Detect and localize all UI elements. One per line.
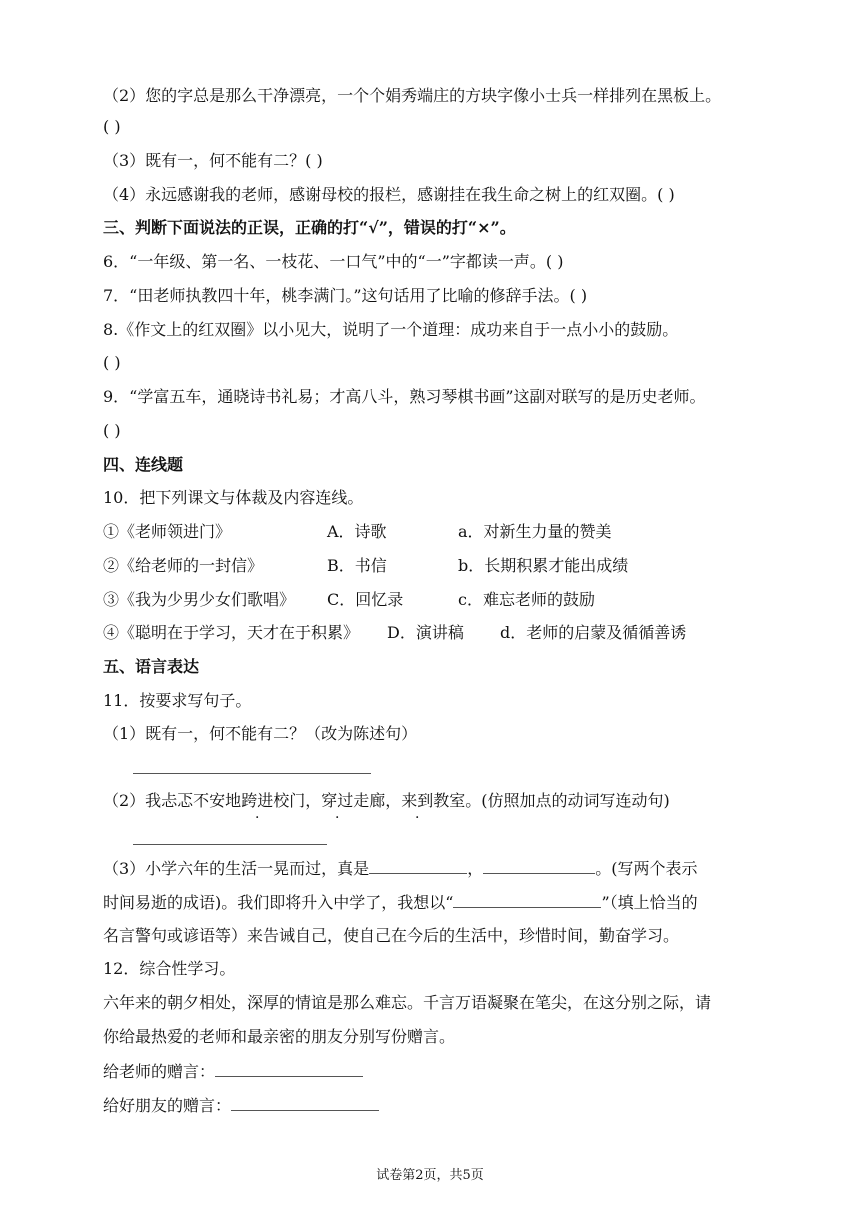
match-genre-d: D．演讲稿 [387,623,464,642]
section3-title: 三、判断下面说法的正误，正确的打“√”，错误的打“×”。 [103,218,516,237]
friend-message-label: 给好朋友的赠言： [103,1096,232,1115]
judge-item-6: 6．“一年级、第一名、一枝花、一口气”中的“一”字都读一声。( ) [103,252,564,271]
q11-sub3-line2: 时间易逝的成语)。我们即将升入中学了，我想以“ ”（填上恰当的 [103,893,698,912]
idiom-blank-2[interactable] [483,857,595,874]
dotted-verb-1: 跨进 [241,791,274,810]
q10-text: 10．把下列课文与体裁及内容连线。 [103,488,364,507]
match-genre-a: A．诗歌 [327,522,387,541]
dotted-verb-2: 穿过 [321,791,354,810]
q11-sub2-answer-line[interactable] [133,844,327,845]
page-footer: 试卷第2页，共5页 [376,1168,484,1183]
match-content-c: c．难忘老师的鼓励 [458,590,595,609]
q4-text: （4）永远感谢我的老师，感谢母校的报栏，感谢挂在我生命之树上的红双圈。( ) [103,185,675,204]
q11-text: 11．按要求写句子。 [103,691,252,710]
q2-answer-paren: ( ) [103,117,121,136]
friend-message-blank[interactable] [231,1094,379,1111]
match-content-b: b．长期积累才能出成绩 [458,556,629,575]
q12-para1: 六年来的朝夕相处，深厚的情谊是那么难忘。千言万语凝聚在笔尖，在这分别之际，请 [103,993,712,1012]
teacher-message-row [103,1060,363,1083]
idiom-blank-1[interactable] [369,857,467,874]
judge-item-8: 8.《作文上的红双圈》以小见大，说明了一个道理：成功来自于一点小小的鼓励。 [103,320,679,339]
judge-item-8-paren: ( ) [103,353,121,372]
motto-blank[interactable] [453,891,601,908]
match-text-3: ③《我为少男少女们歌唱》 [103,590,296,609]
q11-sub1: （1）既有一，何不能有二？（改为陈述句） [103,724,418,743]
q11-sub3-line1: （3）小学六年的生活一晃而过，真是 ， 。(写两个表示 [103,859,698,878]
match-text-1: ①《老师领进门》 [103,522,232,541]
friend-message-row [103,1094,379,1117]
match-content-a: a．对新生力量的赞美 [458,522,612,541]
match-text-2: ②《给老师的一封信》 [103,556,264,575]
match-content-d: d．老师的启蒙及循循善诱 [500,623,687,642]
match-genre-c: C．回忆录 [327,590,404,609]
q2-text: （2）您的字总是那么干净漂亮，一个个娟秀端庄的方块字像小士兵一样排列在黑板上。 [103,86,722,105]
q3-text: （3）既有一，何不能有二？( ) [103,151,323,170]
q11-sub3-line3: 名言警句或谚语等）来告诫自己，使自己在今后的生活中，珍惜时间，勤奋学习。 [103,926,680,945]
q12-text: 12．综合性学习。 [103,959,236,978]
q11-sub2: （2）我忐忑不安地跨进校门，穿过走廊，来到教室。(仿照加点的动词写连动句) [103,791,670,810]
judge-item-7: 7．“田老师执教四十年，桃李满门。”这句话用了比喻的修辞手法。( ) [103,286,588,305]
q11-sub1-answer-line[interactable] [133,773,371,774]
teacher-message-blank[interactable] [215,1060,363,1077]
match-genre-b: B．书信 [327,556,387,575]
q12-para2: 你给最热爱的老师和最亲密的朋友分别写份赠言。 [103,1027,456,1046]
judge-item-9: 9．“学富五车，通晓诗书礼易；才高八斗，熟习琴棋书画”这副对联写的是历史老师。 [103,387,706,406]
match-text-4: ④《聪明在于学习，天才在于积累》 [103,623,360,642]
teacher-message-label: 给老师的赠言： [103,1062,216,1081]
section5-title: 五、语言表达 [103,657,200,676]
judge-item-9-paren: ( ) [103,421,121,440]
dotted-verb-3: 来到 [401,791,434,810]
section4-title: 四、连线题 [103,455,184,474]
